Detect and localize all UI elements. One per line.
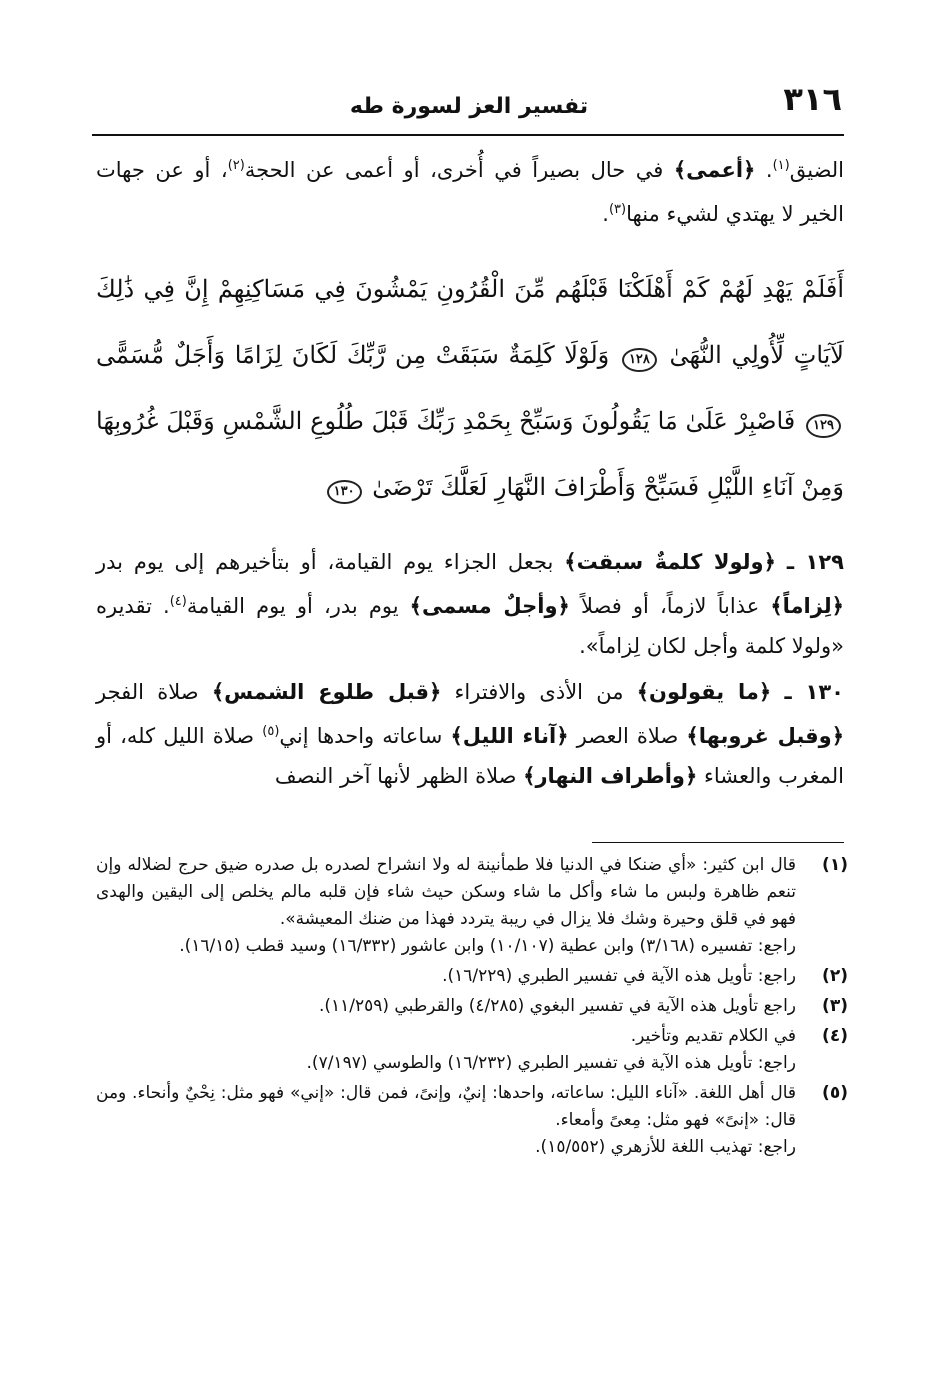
- footnote-separator: [592, 842, 844, 843]
- footnote: [96, 852, 848, 960]
- footnote-number: (٢): [822, 966, 848, 986]
- footnote-line: راجع: تفسيره (٣/١٦٨) وابن عطية (١٠/١٠٧) وابن عاشور (١٦/٣٣٢) وسيد قطب (١٦/١٥).: [179, 936, 796, 956]
- verse-130-text: فَاصْبِرْ عَلَىٰ مَا يَقُولُونَ وَسَبِّحْ بِحَمْدِ رَبِّكَ قَبْلَ طُلُوعِ الشَّمْسِ وَقَبْلَ غُرُوبِهَا وَمِنْ آنَاءِ اللَّيْلِ فَسَبِّحْ وَأَطْرَافَ النَّهَارِ لَعَلَّكَ تَرْضَىٰ: [96, 407, 844, 501]
- intro-paragraph: [96, 146, 844, 234]
- intro-text-3: في حال بصيراً في أُخرى، أو أعمى عن الحجة: [244, 158, 674, 182]
- main-text: [96, 146, 844, 796]
- commentary-129-text-2: عذاباً لازماً، أو فصلاً: [569, 594, 771, 618]
- commentary-129: [96, 542, 844, 666]
- commentary-129-text-4: . تقديره «ولولا كلمة وأجل لكان لِزاماً».: [96, 594, 844, 658]
- running-title: تفسير العز لسورة طه: [349, 94, 589, 119]
- quran-term-ama: ﴿أعمى﴾: [673, 158, 756, 182]
- footnote-body: [96, 1023, 796, 1077]
- intro-text-4: ، أو عن جهات الخير لا يهتدي لشيء منها: [96, 158, 844, 226]
- footnote-ref-3: (٣): [608, 202, 627, 217]
- footnote-body: [96, 993, 796, 1020]
- commentary-130-text-4: ساعاته واحدها إني: [279, 724, 451, 748]
- footnote-number: (١): [822, 855, 848, 875]
- verse-128-text: أَفَلَمْ يَهْدِ لَهُمْ كَمْ أَهْلَكْنَا قَبْلَهُم مِّنَ الْقُرُونِ يَمْشُونَ فِي مَسَاكِنِهِمْ إِنَّ فِي ذَٰلِكَ لَآيَاتٍ لِّأُولِي النُّهَىٰ: [96, 275, 844, 369]
- footnote-body: [96, 963, 796, 990]
- page-number: ٣١٦: [783, 80, 842, 118]
- footnote-number: (٣): [822, 996, 848, 1016]
- footnote-body: [96, 1080, 796, 1161]
- footnote-ref-1: (١): [772, 158, 790, 173]
- quran-term-qabla-ghurub: ﴿وقبل غروبها﴾: [686, 724, 845, 748]
- ayah-marker-129: ١٢٩: [806, 414, 841, 438]
- footnote-ref-5: (٥): [262, 724, 280, 739]
- intro-text-5: .: [602, 202, 609, 226]
- footnote: [96, 1023, 848, 1077]
- quran-term-ma-yaqulun: ﴿ما يقولون﴾: [636, 680, 772, 704]
- verse-number-130: ١٣٠ ـ: [784, 680, 844, 704]
- intro-text-1: الضيق: [789, 158, 845, 182]
- footnote-line: راجع تأويل هذه الآية في تفسير البغوي (٤/٢٨٥) والقرطبي (١١/٢٥٩).: [318, 996, 796, 1016]
- footnote-ref-4: (٤): [169, 594, 187, 609]
- footnote: [96, 993, 848, 1020]
- intro-text-2: .: [755, 158, 773, 182]
- commentary-130-text-2: صلاة الفجر: [96, 680, 212, 704]
- footnote-line: راجع: تأويل هذه الآية في تفسير الطبري (١٦/٢٣٢) والطوسي (٧/١٩٧).: [306, 1053, 796, 1073]
- header-rule: [92, 134, 844, 136]
- footnote-body: [96, 852, 796, 960]
- commentary-130-text-1: من الأذى والافتراء: [441, 680, 637, 704]
- footnote-line: في الكلام تقديم وتأخير.: [630, 1026, 796, 1046]
- footnote-line: راجع: تأويل هذه الآية في تفسير الطبري (١٦/٢٢٩).: [442, 966, 796, 986]
- quran-term-ajal: ﴿وأجلٌ مسمى﴾: [409, 594, 570, 618]
- footnote-number: (٥): [822, 1083, 848, 1103]
- verse-129-text: وَلَوْلَا كَلِمَةٌ سَبَقَتْ مِن رَّبِّكَ لَكَانَ لِزَامًا وَأَجَلٌ مُّسَمًّى: [96, 341, 610, 369]
- footnote-line: قال أهل اللغة. «آناء الليل: ساعاته، واحدها: إنيٌ، وإنىً، فمن قال: «إني» فهو مثل: نِحْيٌ وأنحاء. ومن قال: «إنىً» فهو مثل: مِعىً وأمعاء.: [96, 1083, 796, 1130]
- commentary-130-text-3: صلاة العصر: [568, 724, 687, 748]
- ayah-marker-128: ١٢٨: [622, 348, 657, 372]
- page-header: [92, 78, 846, 134]
- footnote: [96, 1080, 848, 1161]
- ayah-marker-130: ١٣٠: [327, 480, 362, 504]
- quran-term-walawla: ﴿ولولا كلمةٌ سبقت﴾: [564, 550, 776, 574]
- quran-term-atraf: ﴿وأطراف النهار﴾: [523, 764, 698, 788]
- commentary-130-text-5: صلاة الليل كله، أو المغرب والعشاء: [96, 724, 844, 788]
- quran-verses: [96, 256, 844, 520]
- commentary-129-text-3: يوم بدر، أو يوم القيامة: [186, 594, 410, 618]
- quran-term-anaa: ﴿آناء الليل﴾: [450, 724, 569, 748]
- footnote-number: (٤): [822, 1026, 848, 1046]
- verse-number-129: ١٢٩ ـ: [786, 550, 844, 574]
- quran-term-lizaman: ﴿لِزاماً﴾: [770, 594, 844, 618]
- commentary-130: [96, 672, 844, 796]
- footnotes: [96, 852, 848, 1164]
- footnote-ref-2: (٢): [227, 158, 245, 173]
- commentary-130-text-6: صلاة الظهر لأنها آخر النصف: [274, 764, 524, 788]
- commentary-129-text-1: بجعل الجزاء يوم القيامة، أو بتأخيرهم إلى يوم بدر: [96, 550, 565, 574]
- quran-term-qabla-tulu: ﴿قبل طلوع الشمس﴾: [211, 680, 442, 704]
- footnote-line: قال ابن كثير: «أي ضنكا في الدنيا فلا طمأنينة له ولا انشراح لصدره بل صدره ضيق حرج لضلاله وإن تنعم ظاهرة ولبس ما شاء وأكل ما شاء وسكن حيث شاء فإن قلبه مالم يخلص إلى اليقين والهدى فهو في قلق وحيرة وشك فلا يزال في ريبة يتردد فهذا من ضنك المعيشة».: [96, 855, 796, 929]
- footnote: [96, 963, 848, 990]
- footnote-line: راجع: تهذيب اللغة للأزهري (١٥/٥٥٢).: [535, 1137, 796, 1157]
